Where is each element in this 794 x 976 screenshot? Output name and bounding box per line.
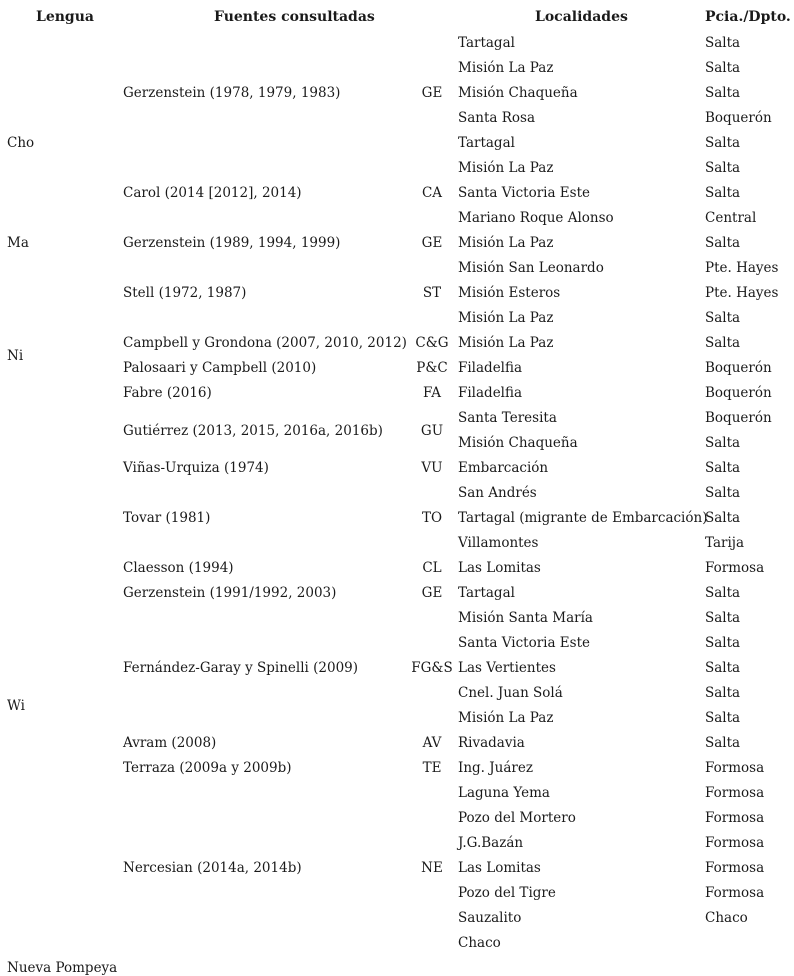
province-cell: Formosa xyxy=(705,810,765,826)
locality-cell: Misión Chaqueña xyxy=(458,85,578,101)
language-cell: Wi xyxy=(7,697,25,714)
locality-cell: Villamontes xyxy=(458,535,539,551)
locality-cell: Misión La Paz xyxy=(458,335,554,351)
source-cell: Stell (1972, 1987) xyxy=(123,285,247,301)
source-abbr-cell: TO xyxy=(421,510,443,526)
language-cell: Ma xyxy=(7,235,29,251)
province-cell: Formosa xyxy=(705,560,765,576)
locality-cell: Misión La Paz xyxy=(458,310,554,326)
source-abbr-cell: CL xyxy=(422,560,442,576)
locality-cell: Pozo del Tigre xyxy=(458,885,556,901)
province-cell: Salta xyxy=(705,335,741,351)
locality-cell: Tartagal xyxy=(458,585,515,601)
source-cell: Avram (2008) xyxy=(123,735,217,751)
locality-cell: Misión Santa María xyxy=(458,610,593,626)
province-cell: Salta xyxy=(705,235,741,251)
province-cell: Salta xyxy=(705,610,741,626)
locality-cell: Laguna Yema xyxy=(458,785,550,801)
source-abbr-cell: C&G xyxy=(415,335,449,351)
province-cell: Salta xyxy=(705,460,741,476)
locality-cell: Las Vertientes xyxy=(458,660,556,676)
province-cell: Central xyxy=(705,210,757,226)
source-abbr-cell: FA xyxy=(423,385,441,401)
locality-cell: Cnel. Juan Solá xyxy=(458,685,563,701)
language-cell: Nueva Pompeya xyxy=(7,960,118,976)
source-cell: Fabre (2016) xyxy=(123,385,212,401)
header-pcia: Pcia./Dpto. xyxy=(705,9,791,25)
locality-cell: Embarcación xyxy=(458,460,549,476)
header-localidades: Localidades xyxy=(535,9,628,25)
province-cell: Salta xyxy=(705,135,741,151)
province-cell: Salta xyxy=(705,485,741,501)
source-cell: Terraza (2009a y 2009b) xyxy=(123,760,292,776)
locality-cell: Ing. Juárez xyxy=(458,760,533,776)
province-cell: Boquerón xyxy=(705,110,772,126)
source-abbr-cell: ST xyxy=(422,285,442,301)
locality-cell: Pozo del Mortero xyxy=(458,810,576,826)
province-cell: Salta xyxy=(705,435,741,451)
source-abbr-cell: CA xyxy=(421,185,443,201)
province-cell: Salta xyxy=(705,660,741,676)
source-abbr-cell: VU xyxy=(421,460,443,476)
source-cell: Gerzenstein (1991/1992, 2003) xyxy=(123,585,337,601)
locality-cell: Las Lomitas xyxy=(458,560,541,576)
locality-cell: Filadelfia xyxy=(458,360,523,376)
locality-cell: Misión Chaqueña xyxy=(458,435,578,451)
province-cell: Pte. Hayes xyxy=(705,285,779,301)
province-cell: Pte. Hayes xyxy=(705,260,779,276)
locality-cell: Tartagal xyxy=(458,35,515,51)
province-cell: Salta xyxy=(705,735,741,751)
source-cell: Claesson (1994) xyxy=(123,560,234,576)
source-abbr-cell: GE xyxy=(421,85,443,101)
source-cell: Viñas-Urquiza (1974) xyxy=(123,460,269,476)
province-cell: Formosa xyxy=(705,785,765,801)
province-cell: Salta xyxy=(705,510,741,526)
source-cell: Carol (2014 [2012], 2014) xyxy=(123,185,302,201)
locality-cell: Filadelfia xyxy=(458,385,523,401)
province-cell: Salta xyxy=(705,585,741,601)
province-cell: Formosa xyxy=(705,885,765,901)
source-abbr-cell: GE xyxy=(421,235,443,251)
locality-cell: Chaco xyxy=(458,935,501,951)
header-fuentes: Fuentes consultadas xyxy=(214,9,375,25)
source-cell: Gerzenstein (1989, 1994, 1999) xyxy=(123,235,341,251)
source-cell: Fernández-Garay y Spinelli (2009) xyxy=(123,660,359,676)
province-cell: Salta xyxy=(705,35,741,51)
province-cell: Formosa xyxy=(705,760,765,776)
locality-cell: Santa Victoria Este xyxy=(458,185,591,201)
locality-cell: Misión Esteros xyxy=(458,285,561,301)
source-abbr-cell: P&C xyxy=(416,360,448,376)
province-cell: Salta xyxy=(705,685,741,701)
locality-cell: Tartagal xyxy=(458,135,515,151)
province-cell: Chaco xyxy=(705,910,748,926)
source-abbr-cell: GE xyxy=(421,585,443,601)
source-cell: Campbell y Grondona (2007, 2010, 2012) xyxy=(123,335,407,351)
source-cell: Palosaari y Campbell (2010) xyxy=(123,360,317,376)
source-cell: Gutiérrez (2013, 2015, 2016a, 2016b) xyxy=(123,422,383,439)
province-cell: Boquerón xyxy=(705,385,772,401)
locality-cell: Tartagal (migrante de Embarcación) xyxy=(458,510,708,526)
header-lengua: Lengua xyxy=(36,9,94,25)
locality-cell: Misión La Paz xyxy=(458,235,554,251)
source-cell: Gerzenstein (1978, 1979, 1983) xyxy=(123,85,341,101)
locality-cell: Misión La Paz xyxy=(458,60,554,76)
province-cell: Boquerón xyxy=(705,410,772,426)
locality-cell: Las Lomitas xyxy=(458,860,541,876)
source-cell: Tovar (1981) xyxy=(123,510,211,526)
province-cell: Salta xyxy=(705,160,741,176)
locality-cell: Misión La Paz xyxy=(458,710,554,726)
province-cell: Salta xyxy=(705,85,741,101)
source-abbr-cell: TE xyxy=(422,760,442,776)
locality-cell: Misión San Leonardo xyxy=(458,260,604,276)
province-cell: Formosa xyxy=(705,860,765,876)
province-cell: Formosa xyxy=(705,835,765,851)
locality-cell: San Andrés xyxy=(458,485,537,501)
source-abbr-cell: GU xyxy=(420,422,444,439)
province-cell: Salta xyxy=(705,185,741,201)
source-abbr-cell: NE xyxy=(421,860,443,876)
locality-cell: Santa Victoria Este xyxy=(458,635,591,651)
source-abbr-cell: AV xyxy=(422,735,442,751)
province-cell: Salta xyxy=(705,310,741,326)
locality-cell: Mariano Roque Alonso xyxy=(458,210,614,226)
locality-cell: Misión La Paz xyxy=(458,160,554,176)
language-cell: Ni xyxy=(7,347,24,364)
province-cell: Boquerón xyxy=(705,360,772,376)
province-cell: Tarija xyxy=(705,535,745,551)
language-cell: Cho xyxy=(7,135,35,151)
province-cell: Salta xyxy=(705,710,741,726)
province-cell: Salta xyxy=(705,635,741,651)
source-abbr-cell: FG&S xyxy=(411,660,453,676)
province-cell: Salta xyxy=(705,60,741,76)
locality-cell: Sauzalito xyxy=(458,910,522,926)
locality-cell: J.G.Bazán xyxy=(458,835,524,851)
locality-cell: Santa Teresita xyxy=(458,410,557,426)
locality-cell: Santa Rosa xyxy=(458,110,536,126)
source-cell: Nercesian (2014a, 2014b) xyxy=(123,860,302,876)
locality-cell: Rivadavia xyxy=(458,735,525,751)
